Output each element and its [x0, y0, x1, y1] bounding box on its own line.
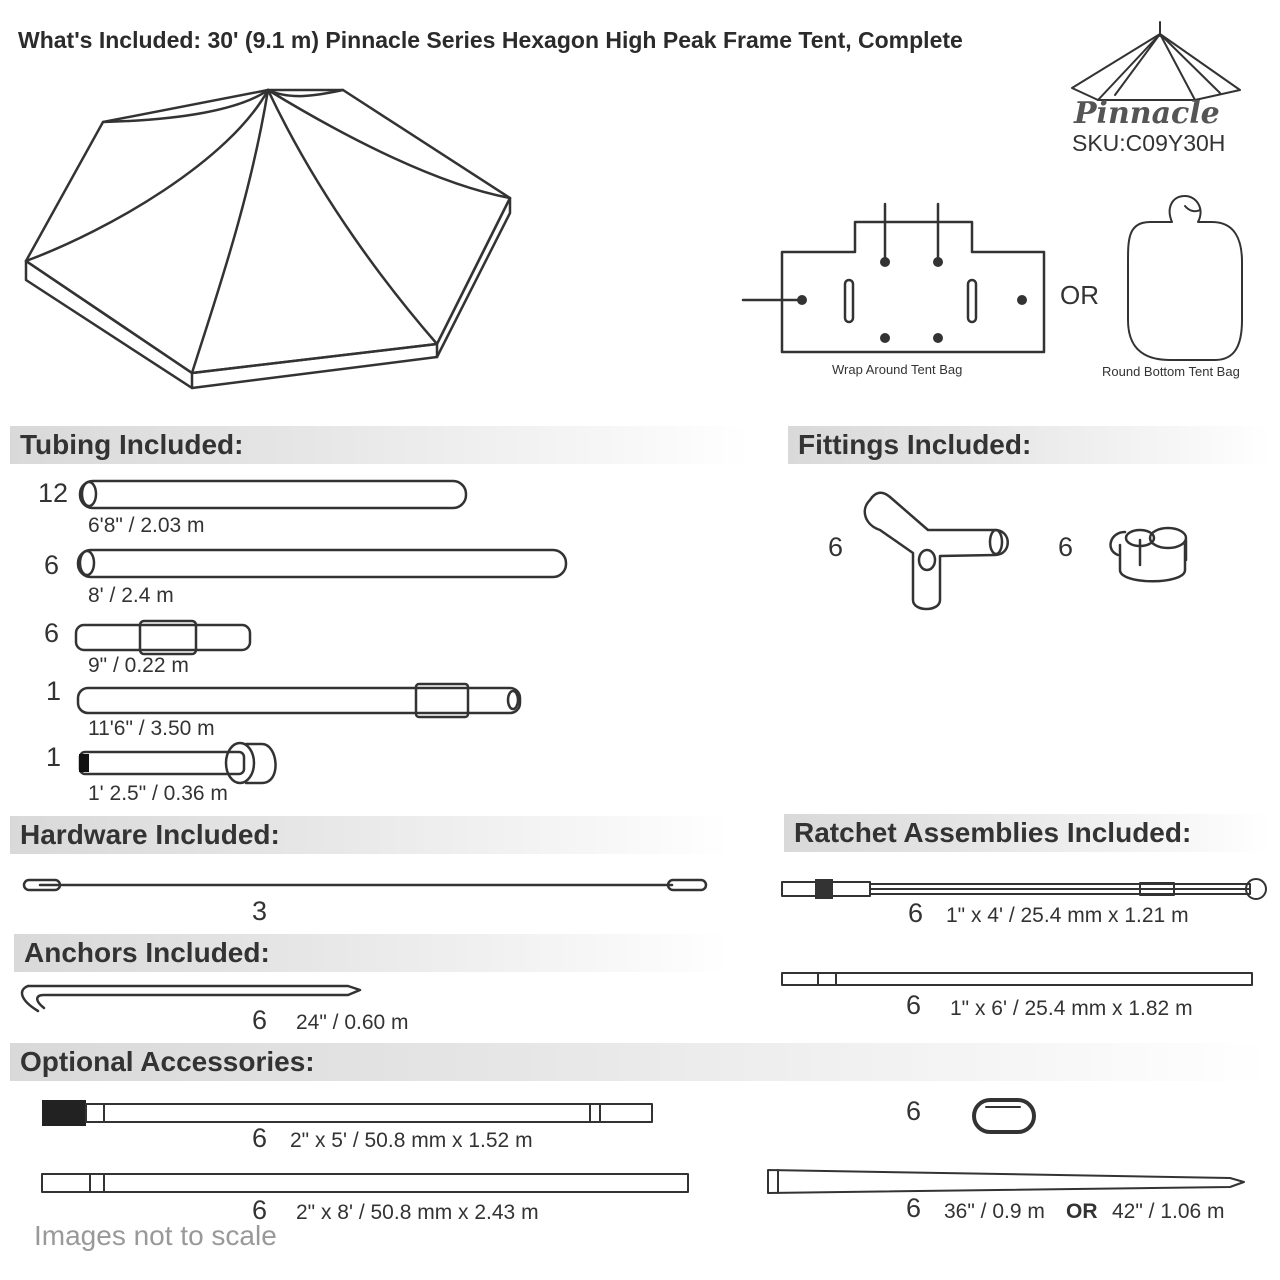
- tube-qty: 6: [44, 550, 60, 580]
- tube-8ft-drawing: [78, 550, 566, 577]
- long-stake-drawing: [768, 1170, 1244, 1193]
- tube-qty: 1: [46, 676, 62, 706]
- tube-1ft25-drawing: [79, 743, 276, 783]
- hexagon-tent-illustration: [26, 90, 510, 388]
- pinnacle-logo-text: Pinnacle: [1074, 96, 1220, 131]
- optional-size: 2" x 5' / 50.8 mm x 1.52 m: [290, 1129, 533, 1152]
- round-bottom-tent-bag-illustration: [1128, 196, 1242, 360]
- anchor-size: 24" / 0.60 m: [296, 1011, 409, 1034]
- tube-size: 8' / 2.4 m: [88, 584, 174, 607]
- optional-size: 2" x 8' / 50.8 mm x 2.43 m: [296, 1201, 539, 1224]
- wrap-bag-label: Wrap Around Tent Bag: [832, 362, 963, 377]
- cable-hardware-drawing: [24, 880, 706, 890]
- ratchets-heading: Ratchet Assemblies Included:: [794, 817, 1192, 848]
- ratchet-size: 1" x 4' / 25.4 mm x 1.21 m: [946, 904, 1189, 927]
- bag-or-label: OR: [1060, 280, 1099, 310]
- fitting-qty: 6: [828, 532, 844, 562]
- fittings-heading: Fittings Included:: [798, 429, 1032, 460]
- tube-size: 6'8" / 2.03 m: [88, 514, 205, 537]
- anchor-stake-drawing: [22, 986, 360, 1011]
- round-bag-label: Round Bottom Tent Bag: [1102, 364, 1240, 379]
- tube-11ft6-drawing: [78, 684, 520, 717]
- y-fitting-drawing: [865, 493, 1008, 609]
- ratchet-qty: 6: [908, 898, 924, 928]
- stake-size-a: 36" / 0.9 m: [944, 1200, 1045, 1223]
- optional-qty: 6: [906, 1193, 922, 1223]
- hardware-qty: 3: [252, 896, 268, 926]
- optional-qty: 6: [252, 1123, 268, 1153]
- tube-size: 1' 2.5" / 0.36 m: [88, 782, 228, 805]
- tube-qty: 6: [44, 618, 60, 648]
- sku-label: SKU:C09Y30H: [1072, 130, 1226, 156]
- optional-ratchet-strap-drawing: [42, 1100, 652, 1126]
- page-title: What's Included: 30' (9.1 m) Pinnacle Series Hexagon High Peak Frame Tent, Complete: [18, 27, 963, 53]
- stake-or-label: OR: [1066, 1200, 1098, 1223]
- wrap-around-tent-bag-illustration: [743, 204, 1044, 352]
- pinnacle-logo-tent: [1072, 22, 1240, 100]
- tube-6ft8-drawing: [80, 481, 466, 508]
- optional-strap-drawing: [42, 1174, 688, 1192]
- tube-size: 9" / 0.22 m: [88, 654, 189, 677]
- anchor-qty: 6: [252, 1005, 268, 1035]
- tube-size: 11'6" / 3.50 m: [88, 717, 215, 740]
- hardware-heading: Hardware Included:: [20, 819, 280, 850]
- not-to-scale-note: Images not to scale: [34, 1220, 277, 1251]
- tube-9in-drawing: [76, 621, 250, 654]
- tubing-heading: Tubing Included:: [20, 429, 244, 460]
- optional-qty: 6: [906, 1096, 922, 1126]
- anchors-heading: Anchors Included:: [24, 937, 270, 968]
- ratchet-qty: 6: [906, 990, 922, 1020]
- optional-qty: 6: [252, 1195, 268, 1225]
- tube-qty: 12: [38, 478, 69, 508]
- optional-heading: Optional Accessories:: [20, 1046, 315, 1077]
- ratchet-6ft-drawing: [782, 973, 1252, 985]
- ratchet-size: 1" x 6' / 25.4 mm x 1.82 m: [950, 997, 1193, 1020]
- foot-fitting-drawing: [1111, 528, 1186, 581]
- ratchet-4ft-drawing: [782, 879, 1266, 899]
- stake-size-b: 42" / 1.06 m: [1112, 1200, 1225, 1223]
- tube-qty: 1: [46, 742, 62, 772]
- fitting-qty: 6: [1058, 532, 1074, 562]
- carabiner-drawing: [974, 1100, 1034, 1132]
